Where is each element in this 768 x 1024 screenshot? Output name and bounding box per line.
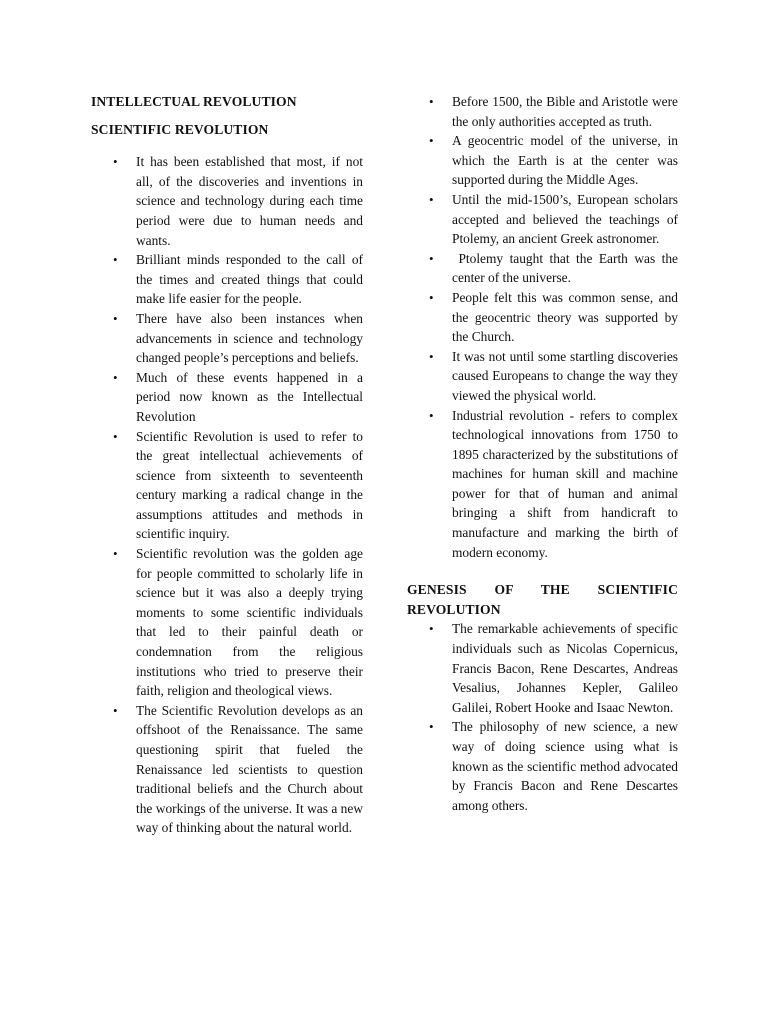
list-item — [91, 427, 363, 545]
list-item-text: Industrial revolution - refers to complex technological innovations from 1750 to 1895 characterized by the substitutions of machines for human skill and machine power for that of human and animal bringing a shift from handicraft to manufacture and marking the birth of modern economy. — [452, 407, 678, 560]
list-item — [407, 131, 678, 190]
list-item — [91, 152, 363, 250]
bullet-icon: • — [429, 348, 434, 364]
list-item — [91, 544, 363, 701]
bullet-icon: • — [113, 154, 118, 170]
bullet-icon: • — [113, 369, 118, 385]
list-item-text: A geocentric model of the universe, in which the Earth is at the center was supported during the Middle Ages. — [452, 133, 678, 188]
bullet-icon: • — [429, 94, 434, 109]
list-item-text: It has been established that most, if not all, of the discoveries and inventions in science and technology during each time period were due to human needs and wants. — [136, 154, 363, 248]
list-item-text: Scientific Revolution is used to refer to the great intellectual achievements of science from sixteenth to seventeenth century marking a radical change in the assumptions attitudes and methods in scientific inquiry. — [136, 428, 363, 542]
list-item-text: Before 1500, the Bible and Aristotle were the only authorities accepted as truth. — [452, 94, 678, 129]
list-item-text: It was not until some startling discoveries caused Europeans to change the way they viewed the physical world. — [452, 348, 678, 403]
bullet-icon: • — [429, 621, 434, 637]
list-item-text: Until the mid-1500’s, European scholars accepted and believed the teachings of Ptolemy, an ancient Greek astronomer. — [452, 191, 678, 247]
bullet-icon: • — [113, 310, 118, 326]
bullet-icon: • — [113, 252, 118, 268]
list-item — [91, 368, 363, 427]
bullet-icon: • — [429, 133, 434, 149]
bullet-icon: • — [113, 428, 118, 444]
bullet-icon: • — [429, 250, 434, 266]
right-column — [407, 92, 682, 815]
list-item-text: People felt this was common sense, and the geocentric theory was supported by the Church. — [452, 289, 678, 345]
bullet-icon: • — [429, 191, 434, 207]
list-item — [407, 619, 678, 717]
list-item-text: There have also been instances when advancements in science and technology changed people’s perceptions and beliefs. — [136, 310, 363, 366]
list-item-text: The philosophy of new science, a new way of doing science using what is known as the scientific method advocated by Francis Bacon and Rene Descartes among others. — [452, 719, 678, 813]
list-item — [407, 190, 678, 249]
list-item — [407, 288, 678, 347]
bullet-icon: • — [113, 546, 118, 562]
heading-scientific-revolution: SCIENTIFIC REVOLUTION — [91, 121, 269, 137]
list-item — [407, 406, 678, 563]
list-item — [407, 347, 678, 406]
left-column — [91, 92, 363, 838]
bullet-icon: • — [429, 289, 434, 305]
list-item — [407, 92, 678, 131]
list-item-text: Much of these events happened in a period now known as the Intellectual Revolution — [136, 369, 363, 424]
list-item-text: Brilliant minds responded to the call of the times and created things that could make life easier for the people. — [136, 252, 363, 307]
list-item — [407, 249, 682, 288]
list-item-text: Ptolemy taught that the Earth was the center of the universe. — [452, 250, 682, 286]
list-item — [91, 250, 363, 309]
list-item — [407, 717, 678, 815]
list-item-text: The Scientific Revolution develops as an offshoot of the Renaissance. The same questioning spirit that fueled the Renaissance led scientists to question traditional beliefs and the Church about the workings of the universe. It was a new way of thinking about the natural world. — [136, 702, 363, 836]
bullet-icon: • — [429, 407, 434, 423]
bullet-icon: • — [113, 702, 118, 718]
genesis-bullet-list — [407, 619, 678, 815]
list-item — [91, 309, 363, 368]
list-item — [91, 701, 363, 838]
bullet-icon: • — [429, 719, 434, 735]
list-item-text: Scientific revolution was the golden age for people committed to scholarly life in science but it was also a deeply trying moments to some scientific individuals that led to their painful death or condemnation from the religious institutions who tried to preserve their faith, religion and theological views. — [136, 546, 363, 699]
heading-intellectual-revolution: INTELLECTUAL REVOLUTION — [91, 94, 297, 109]
heading-genesis-of-the-scientific-revolution: GENESIS OF THE SCIENTIFIC REVOLUTION — [407, 582, 678, 617]
left-bullet-list — [91, 152, 363, 838]
right-bullet-list — [407, 92, 682, 562]
list-item-text: The remarkable achievements of specific individuals such as Nicolas Copernicus, Francis Bacon, Rene Descartes, Andreas Vesalius, Johannes Kepler, Galileo Galilei, Robert Hooke and Isaac Newton. — [452, 621, 678, 715]
